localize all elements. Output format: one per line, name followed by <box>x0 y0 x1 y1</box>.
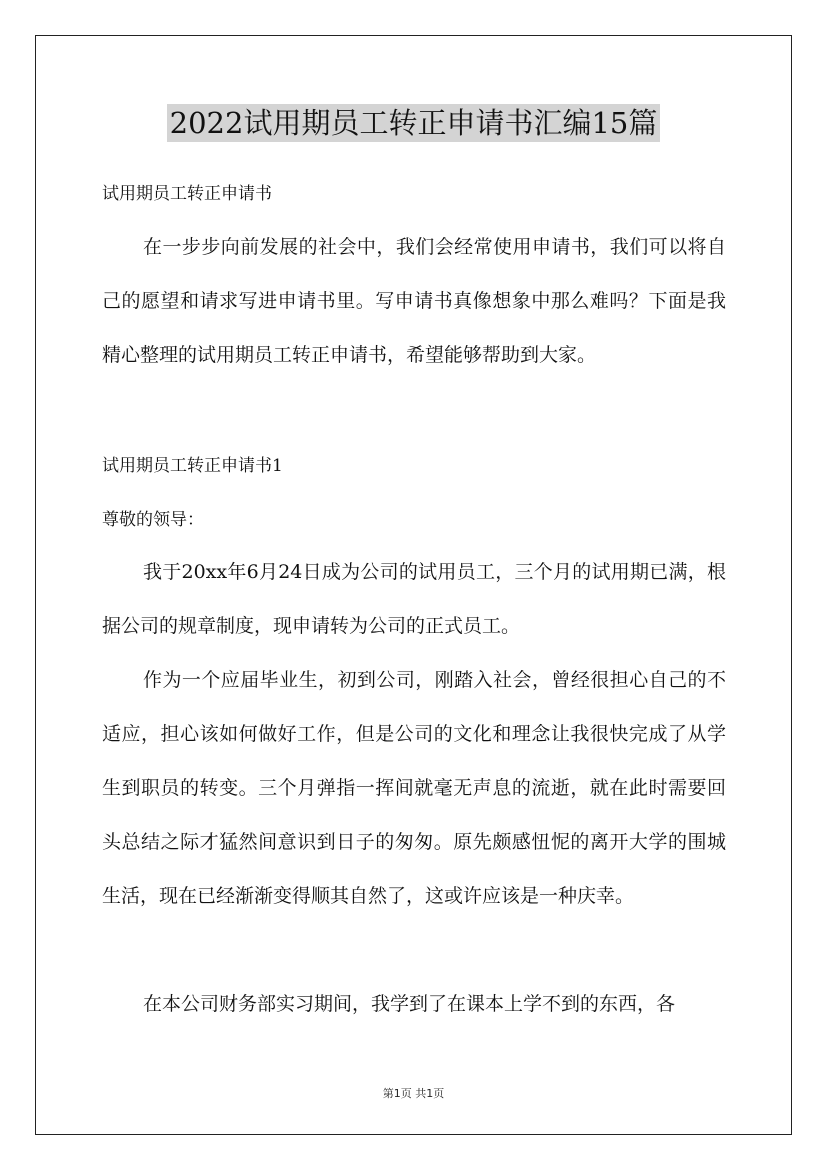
document-title: 2022试用期员工转正申请书汇编15篇 <box>167 104 661 142</box>
title-container <box>0 104 827 142</box>
body-paragraph-3: 在本公司财务部实习期间，我学到了在课本上学不到的东西，各 <box>143 993 676 1015</box>
page-footer: 第1页 共1页 <box>382 1087 445 1100</box>
section-heading: 试用期员工转正申请书 <box>102 184 272 204</box>
salutation: 尊敬的领导： <box>102 510 204 530</box>
body-paragraph-2: 作为一个应届毕业生，初到公司，刚踏入社会，曾经很担心自己的不适应，担心该如何做好工作，但是公司的文化和理念让我很快完成了从学生到职员的转变。三个月弹指一挥间就毫无声息的流逝，就在此时需要回头总结之际才猛然间意识到日子的匆匆。原先颇感忸怩的离开大学的围城生活，现在已经渐渐变得顺其自然了，这或许应该是一种庆幸。 <box>102 669 726 907</box>
intro-paragraph: 在一步步向前发展的社会中，我们会经常使用申请书，我们可以将自己的愿望和请求写进申请书里。写申请书真像想象中那么难吗？下面是我精心整理的试用期员工转正申请书，希望能够帮助到大家。 <box>102 236 726 366</box>
body-paragraph-1: 我于20xx年6月24日成为公司的试用员工，三个月的试用期已满，根据公司的规章制度，现申请转为公司的正式员工。 <box>102 561 726 637</box>
letter-subheading: 试用期员工转正申请书1 <box>102 456 283 476</box>
